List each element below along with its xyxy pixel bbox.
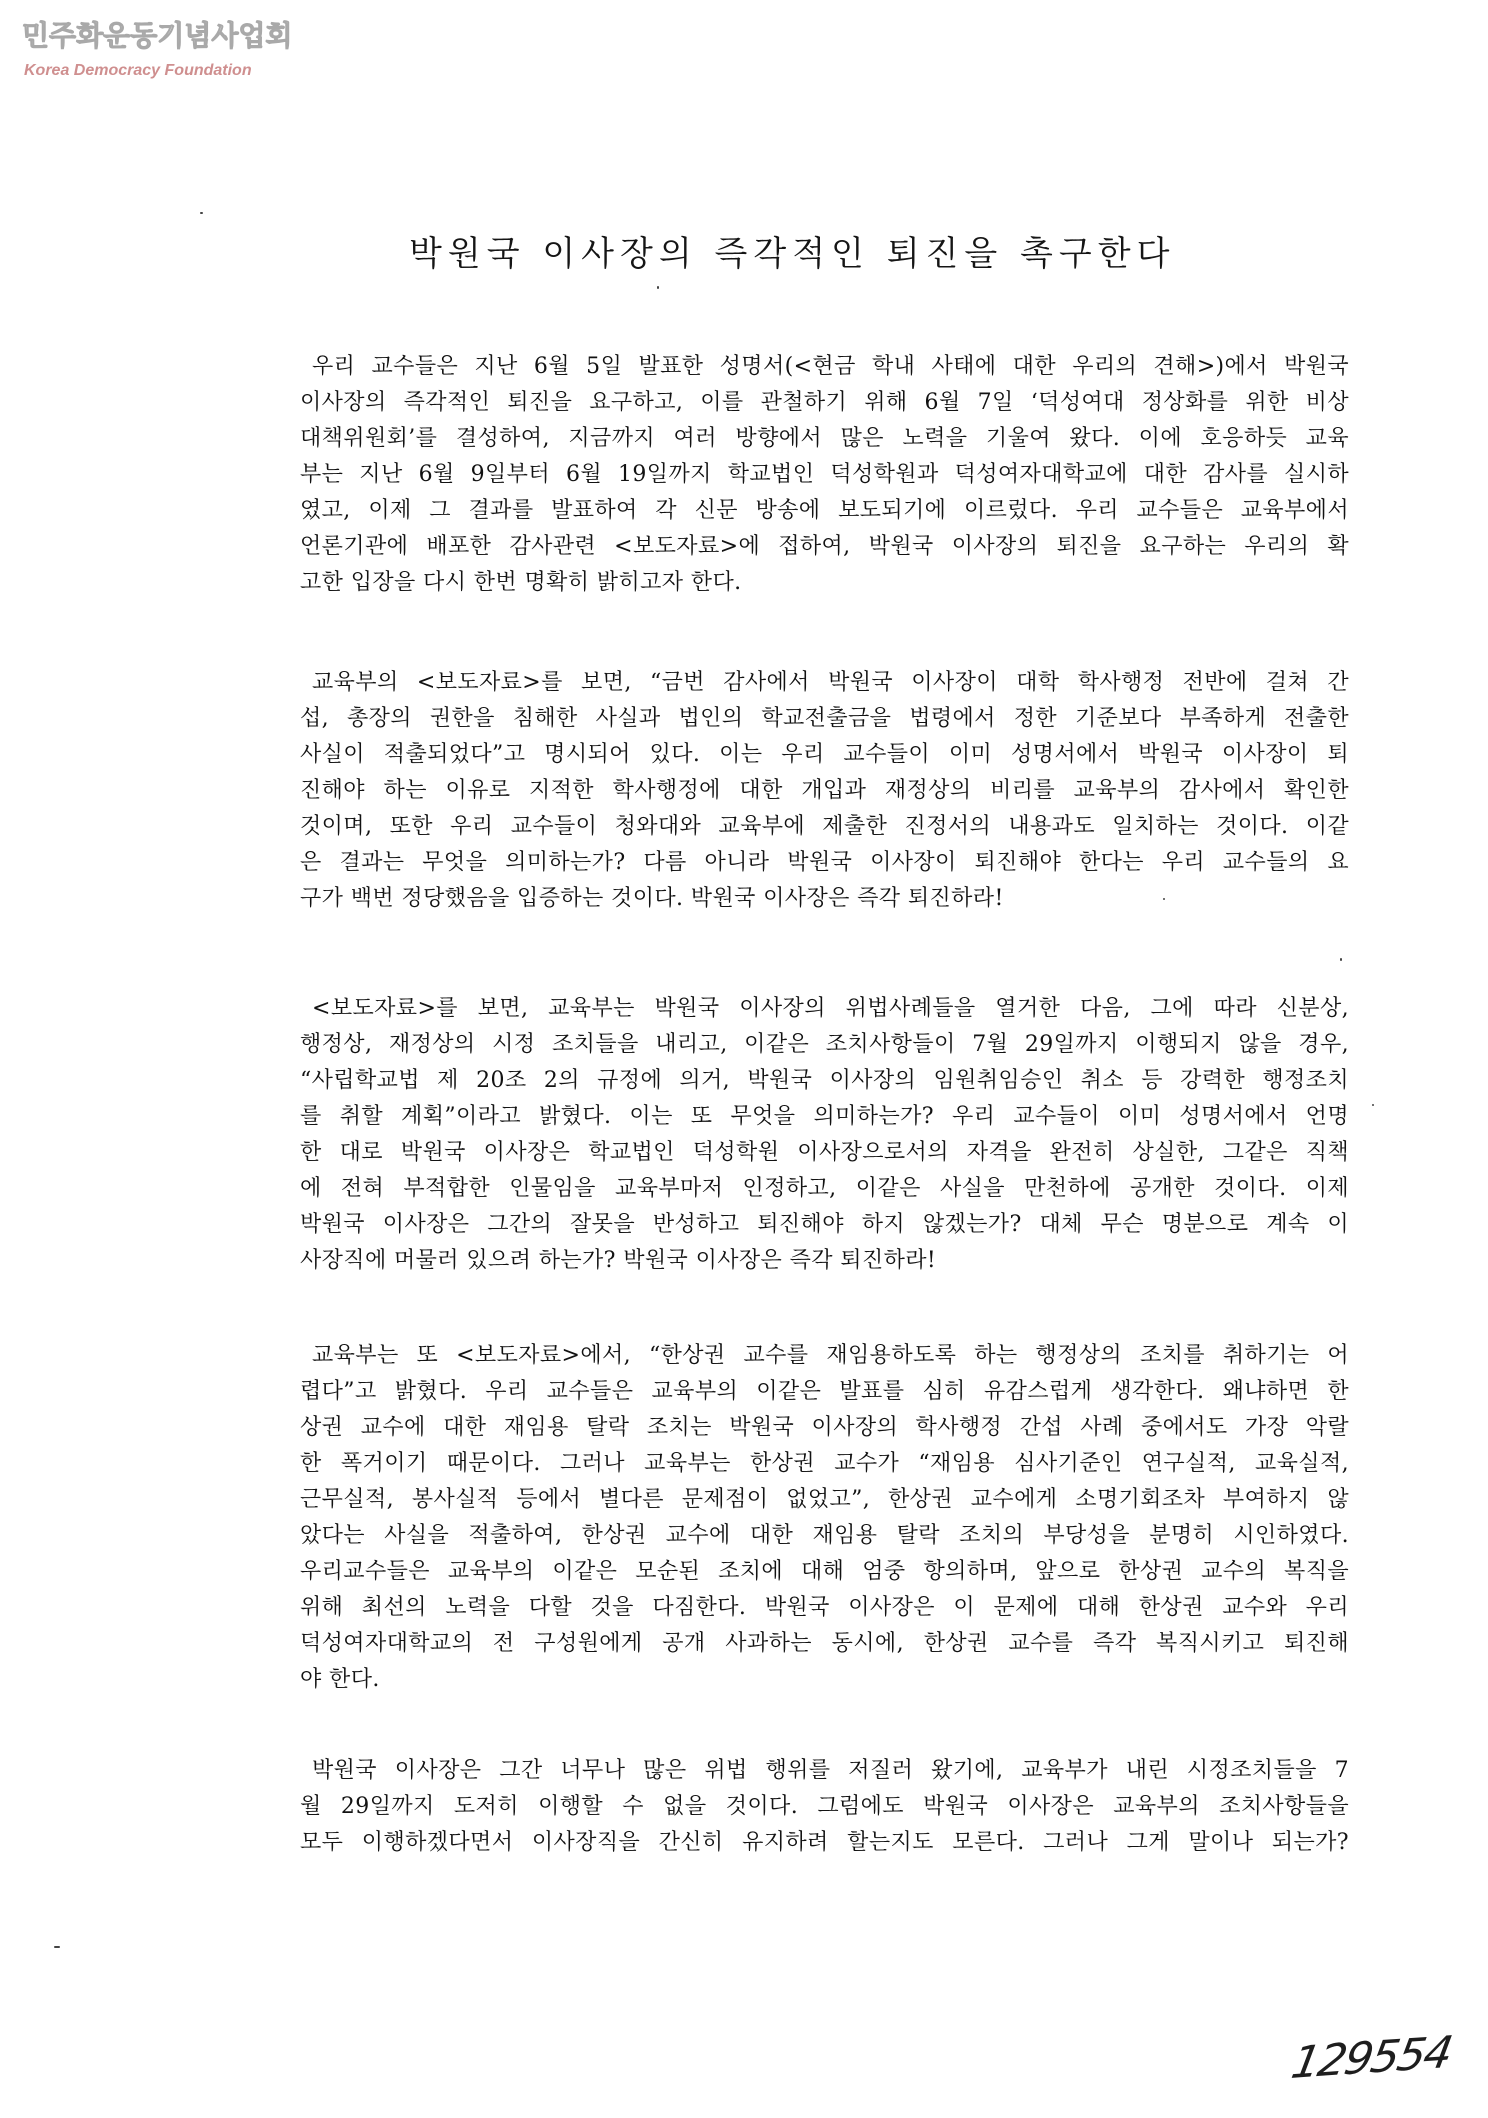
paragraph-line: 대책위원회’를 결성하여, 지금까지 여러 방향에서 많은 노력을 기울여 왔다. 이에 호응하듯 교육 bbox=[300, 426, 1349, 451]
paragraph-line: 았다는 사실을 적출하여, 한상권 교수에 대한 재임용 탈락 조치의 부당성을 분명히 시인하였다. bbox=[300, 1523, 1349, 1548]
paragraph-line: 사실이 적출되었다”고 명시되어 있다. 이는 우리 교수들이 이미 성명서에서 박원국 이사장이 퇴 bbox=[300, 742, 1349, 767]
scan-speck bbox=[54, 1946, 60, 1948]
paragraph-line: 덕성여자대학교의 전 구성원에게 공개 사과하는 동시에, 한상권 교수를 즉각 복직시키고 퇴진해 bbox=[300, 1631, 1349, 1656]
paragraph-line: 를 취할 계획”이라고 밝혔다. 이는 또 무엇을 의미하는가? 우리 교수들이 이미 성명서에서 언명 bbox=[300, 1104, 1349, 1129]
document-title: 박원국 이사장의 즉각적인 퇴진을 촉구한다 bbox=[409, 234, 1176, 274]
scan-speck bbox=[657, 286, 659, 289]
paragraph-line: 박원국 이사장은 그간 너무나 많은 위법 행위를 저질러 왔기에, 교육부가 내린 시정조치들을 7 bbox=[312, 1758, 1349, 1783]
paragraph-line: 행정상, 재정상의 시정 조치들을 내리고, 이같은 조치사항들이 7월 29일까지 이행되지 않을 경우, bbox=[300, 1032, 1349, 1057]
handwritten-archive-number: 129554 bbox=[1287, 2027, 1455, 2089]
paragraph-line: 것이며, 또한 우리 교수들이 청와대와 교육부에 제출한 진정서의 내용과도 일치하는 것이다. 이같 bbox=[300, 814, 1349, 839]
paragraph-line: 근무실적, 봉사실적 등에서 별다른 문제점이 없었고”, 한상권 교수에게 소명기회조차 부여하지 않 bbox=[300, 1487, 1349, 1512]
paragraph-line: 한 폭거이기 때문이다. 그러나 교육부는 한상권 교수가 “재임용 심사기준인 연구실적, 교육실적, bbox=[300, 1451, 1349, 1476]
paragraph-line: 모두 이행하겠다면서 이사장직을 간신히 유지하려 할는지도 모른다. 그러나 그게 말이나 되는가? bbox=[300, 1830, 1349, 1855]
paragraph-line: 교육부의 <보도자료>를 보면, “금번 감사에서 박원국 이사장이 대학 학사행정 전반에 걸쳐 간 bbox=[312, 670, 1349, 695]
paragraph-line: 이사장의 즉각적인 퇴진을 요구하고, 이를 관철하기 위해 6월 7일 ‘덕성여대 정상화를 위한 비상 bbox=[300, 390, 1349, 415]
paragraph-line: 한 대로 박원국 이사장은 학교법인 덕성학원 이사장으로서의 자격을 완전히 상실한, 그같은 직책 bbox=[300, 1140, 1349, 1165]
paragraph-2 bbox=[300, 665, 1349, 917]
paragraph-line: 에 전혀 부적합한 인물임을 교육부마저 인정하고, 이같은 사실을 만천하에 공개한 것이다. 이제 bbox=[300, 1176, 1349, 1201]
paragraph-line: 언론기관에 배포한 감사관련 <보도자료>에 접하여, 박원국 이사장의 퇴진을 요구하는 우리의 확 bbox=[300, 534, 1349, 559]
paragraph-line: 섭, 총장의 권한을 침해한 사실과 법인의 학교전출금을 법령에서 정한 기준보다 부족하게 전출한 bbox=[300, 706, 1349, 731]
paragraph-line: 진해야 하는 이유로 지적한 학사행정에 대한 개입과 재정상의 비리를 교육부의 감사에서 확인한 bbox=[300, 778, 1349, 803]
scan-speck bbox=[1163, 898, 1165, 900]
paragraph-line: 고한 입장을 다시 한번 명확히 밝히고자 한다. bbox=[300, 570, 742, 595]
paragraph-line: 월 29일까지 도저히 이행할 수 없을 것이다. 그럼에도 박원국 이사장은 교육부의 조치사항들을 bbox=[300, 1794, 1349, 1819]
paragraph-line: 박원국 이사장은 그간의 잘못을 반성하고 퇴진해야 하지 않겠는가? 대체 무슨 명분으로 계속 이 bbox=[300, 1212, 1349, 1237]
scan-speck bbox=[1340, 958, 1342, 961]
watermark-english-text: Korea Democracy Foundation bbox=[24, 62, 252, 79]
paragraph-line: 렵다”고 밝혔다. 우리 교수들은 교육부의 이같은 발표를 심히 유감스럽게 생각한다. 왜냐하면 한 bbox=[300, 1379, 1349, 1404]
paragraph-line: “사립학교법 제 20조 2의 규정에 의거, 박원국 이사장의 임원취임승인 취소 등 강력한 행정조치 bbox=[300, 1068, 1349, 1093]
paragraph-line: 교육부는 또 <보도자료>에서, “한상권 교수를 재임용하도록 하는 행정상의 조치를 취하기는 어 bbox=[312, 1343, 1349, 1368]
paragraph-line: 우리교수들은 교육부의 이같은 모순된 조치에 대해 엄중 항의하며, 앞으로 한상권 교수의 복직을 bbox=[300, 1559, 1349, 1584]
paragraph-3 bbox=[300, 991, 1349, 1279]
paragraph-line: 야 한다. bbox=[300, 1667, 380, 1692]
paragraph-line: 사장직에 머물러 있으려 하는가? 박원국 이사장은 즉각 퇴진하라! bbox=[300, 1248, 937, 1273]
paragraph-line: 구가 백번 정당했음을 입증하는 것이다. 박원국 이사장은 즉각 퇴진하라! bbox=[300, 886, 1004, 911]
paragraph-4 bbox=[300, 1338, 1349, 1698]
paragraph-line: 우리 교수들은 지난 6월 5일 발표한 성명서(<현금 학내 사태에 대한 우리의 견해>)에서 박원국 bbox=[312, 354, 1349, 379]
paragraph-line: 은 결과는 무엇을 의미하는가? 다름 아니라 박원국 이사장이 퇴진해야 한다는 우리 교수들의 요 bbox=[300, 850, 1349, 875]
paragraph-line: 였고, 이제 그 결과를 발표하여 각 신문 방송에 보도되기에 이르렀다. 우리 교수들은 교육부에서 bbox=[300, 498, 1349, 523]
scan-speck bbox=[1372, 1104, 1374, 1106]
paragraph-5 bbox=[300, 1753, 1349, 1861]
scan-speck bbox=[200, 212, 203, 214]
paragraph-line: 위해 최선의 노력을 다할 것을 다짐한다. 박원국 이사장은 이 문제에 대해 한상권 교수와 우리 bbox=[300, 1595, 1349, 1620]
paragraph-line: <보도자료>를 보면, 교육부는 박원국 이사장의 위법사례들을 열거한 다음, 그에 따라 신분상, bbox=[312, 996, 1349, 1021]
paragraph-line: 부는 지난 6월 9일부터 6월 19일까지 학교법인 덕성학원과 덕성여자대학교에 대한 감사를 실시하 bbox=[300, 462, 1349, 487]
paragraph-line: 상권 교수에 대한 재임용 탈락 조치는 박원국 이사장의 학사행정 간섭 사례 중에서도 가장 악랄 bbox=[300, 1415, 1349, 1440]
paragraph-1 bbox=[300, 349, 1349, 601]
watermark-korean-text: 민주화운동기념사업회 bbox=[22, 19, 293, 52]
